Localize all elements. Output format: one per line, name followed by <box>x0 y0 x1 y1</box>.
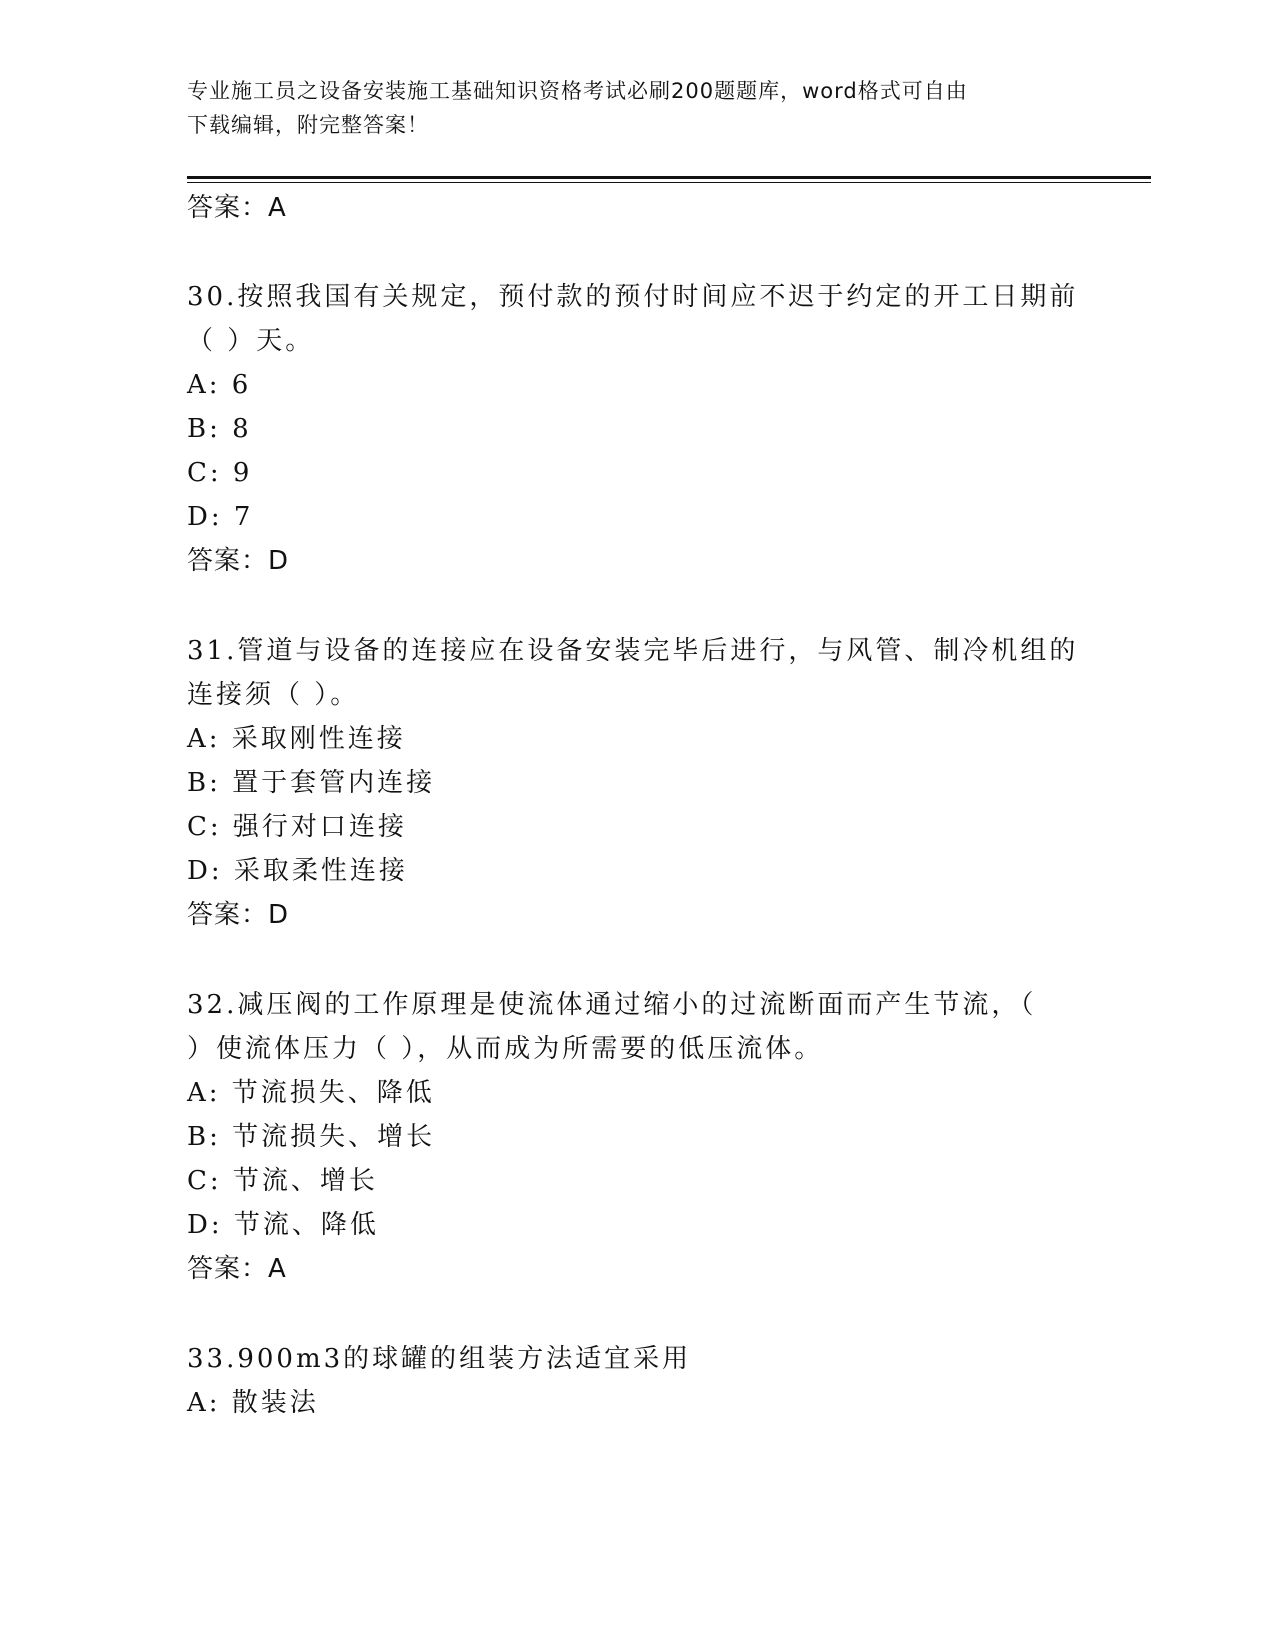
header-line-2: 下载编辑，附完整答案！ <box>187 113 429 137</box>
question-31-option-b: B: 置于套管内连接 <box>187 768 436 798</box>
question-30-answer: 答案：D <box>187 546 290 576</box>
question-30-option-a: A: 6 <box>187 370 252 400</box>
header-divider-thin <box>187 182 1151 183</box>
question-31-stem-line-1: 31.管道与设备的连接应在设备安装完毕后进行，与风管、制冷机组的 <box>187 636 1079 666</box>
question-33-stem-line-1: 33.900m3的球罐的组装方法适宜采用 <box>187 1344 692 1374</box>
question-31-option-d: D: 采取柔性连接 <box>187 856 408 886</box>
question-32-stem-line-1: 32.减压阀的工作原理是使流体通过缩小的过流断面而产生节流，（ <box>187 990 1037 1020</box>
question-32-option-b: B: 节流损失、增长 <box>187 1122 436 1152</box>
question-30-stem-line-1: 30.按照我国有关规定，预付款的预付时间应不迟于约定的开工日期前 <box>187 282 1079 312</box>
question-31-answer: 答案：D <box>187 900 290 930</box>
question-32-option-a: A: 节流损失、降低 <box>187 1078 435 1108</box>
question-30-stem-line-2: （ ）天。 <box>187 326 315 356</box>
header-line-1: 专业施工员之设备安装施工基础知识资格考试必刷200题题库，word格式可自由 <box>187 79 968 103</box>
header-divider-thick <box>187 176 1151 179</box>
question-31-option-c: C: 强行对口连接 <box>187 812 407 842</box>
question-32-answer: 答案：A <box>187 1254 287 1284</box>
question-30-option-b: B: 8 <box>187 414 252 444</box>
question-30-option-d: D: 7 <box>187 502 254 532</box>
question-32-option-c: C: 节流、增长 <box>187 1166 378 1196</box>
question-33-option-a: A: 散装法 <box>187 1388 319 1418</box>
question-30-option-c: C: 9 <box>187 458 253 488</box>
previous-answer: 答案：A <box>187 193 287 223</box>
question-32-option-d: D: 节流、降低 <box>187 1210 379 1240</box>
document-header <box>187 74 1067 142</box>
question-32-stem-line-2: ）使流体压力（ ），从而成为所需要的低压流体。 <box>187 1034 824 1064</box>
question-31-option-a: A: 采取刚性连接 <box>187 724 406 754</box>
question-31-stem-line-2: 连接须（ ）。 <box>187 680 360 710</box>
